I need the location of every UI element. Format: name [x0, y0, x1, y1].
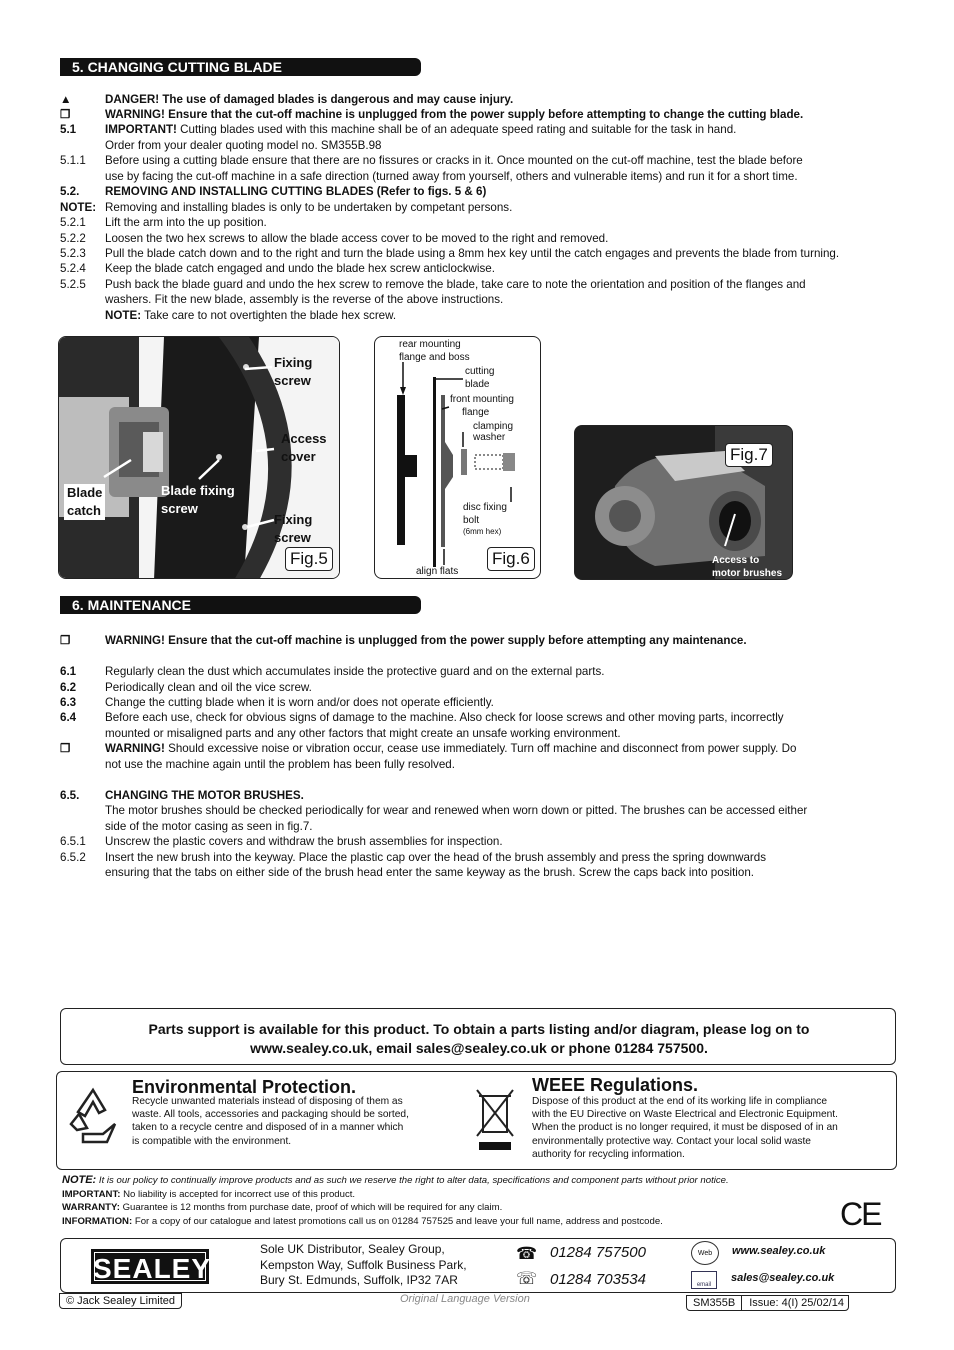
line-text: [105, 261, 905, 277]
line-text: [105, 184, 905, 200]
line-number: 5.1: [60, 123, 77, 136]
fig5-fixing-screw-bottom-label: Fixing screw: [274, 512, 313, 545]
line-number: 5.1.1: [60, 154, 86, 167]
line-plain-text: Lift the arm into the up position.: [105, 216, 267, 229]
line-text: [105, 834, 905, 850]
fig7-caption: Access to motor brushes: [712, 555, 783, 579]
line-bold-text: REMOVING AND INSTALLING CUTTING BLADES (Refer to figs. 5 & 6): [105, 185, 487, 198]
line-plain-text: The motor brushes should be checked periodically for wear and renewed when worn down or pitted. The brushes can be accessed either: [105, 804, 808, 817]
line-number: ❐: [60, 634, 71, 647]
line-text: [105, 850, 905, 866]
line-number: 5.2.: [60, 185, 80, 198]
weee-bin-icon: [475, 1086, 515, 1152]
line-text: [105, 169, 905, 185]
fig6-clamping-washer-label: clamping washer: [473, 421, 514, 443]
policy-note: NOTE: It is our policy to continually improve products and as such we reserve the right to alter data, specifications and component parts without prior notice.: [62, 1174, 729, 1186]
line-number: 6.2: [60, 681, 77, 694]
section-6-heading: 6. MAINTENANCE: [60, 596, 421, 614]
fig6-align-flats-label: align flats: [416, 566, 459, 577]
language-version: Original Language Version: [400, 1293, 530, 1305]
fig6-rear-flange-label: rear mounting flange and boss: [399, 339, 470, 363]
line-text: [105, 695, 905, 711]
information-note: INFORMATION: For a copy of our catalogue and latest promotions call us on 01284 757525 and leave your full name, address and postcode.: [62, 1215, 663, 1227]
line-plain-text: Removing and installing blades is only to be undertaken by competant persons.: [105, 201, 513, 214]
fig5-blade-catch-label: Blade catch: [64, 484, 105, 520]
line-plain-text: Unscrew the plastic covers and withdraw the brush assemblies for inspection.: [105, 835, 503, 848]
line-number: 6.3: [60, 696, 77, 709]
line-plain-text: not use the machine again until the problem has been fully resolved.: [105, 758, 455, 771]
line-text: [105, 215, 905, 231]
fig5-access-cover-label: Access cover: [281, 431, 327, 464]
line-number: ▲: [60, 93, 72, 106]
fax-number: 01284 703534: [550, 1271, 646, 1288]
fax-icon: ☏: [516, 1269, 538, 1288]
line-number: 5.2.4: [60, 262, 86, 275]
line-plain-text: Periodically clean and oil the vice screw.: [105, 681, 312, 694]
line-bold-text: WARNING! Ensure that the cut-off machine is unplugged from the power supply before attempting to change the cutting blade.: [105, 108, 804, 121]
line-text: [105, 757, 905, 773]
line-number: 6.5.: [60, 789, 80, 802]
copyright: © Jack Sealey Limited: [59, 1293, 182, 1309]
email-icon: email: [691, 1271, 717, 1289]
fig6-label: Fig.6: [487, 547, 535, 571]
line-plain-text: Push back the blade guard and undo the hex screw to remove the blade, take care to note the orientation and position of the flanges and: [105, 278, 806, 291]
line-text: [105, 710, 905, 726]
figure-6: [374, 336, 541, 579]
line-number: 6.4: [60, 711, 77, 724]
line-text: [105, 819, 905, 835]
line-text: [105, 292, 905, 308]
line-number: ❐: [60, 108, 71, 121]
distributor-address: Sole UK Distributor, Sealey Group, Kempston Way, Suffolk Business Park, Bury St. Edmunds, Suffolk, IP32 7AR: [260, 1242, 467, 1287]
line-plain-text: washers. Fit the new blade, assembly is the reverse of the above instructions.: [105, 293, 504, 306]
line-text: [105, 788, 905, 804]
line-plain-text: Insert the new brush into the keyway. Place the plastic cap over the head of the brush assembly and press the spring downwards: [105, 851, 766, 864]
line-plain-text: Regularly clean the dust which accumulates inside the protective guard and on the external parts.: [105, 665, 605, 678]
line-text: [105, 741, 905, 757]
fig6-disc-bolt-label: disc fixing bolt (6mm hex): [463, 502, 507, 536]
line-number: 5.2.5: [60, 278, 86, 291]
line-plain-text: mounted or misaligned parts and any other factors that might create an unsafe working environment.: [105, 727, 621, 740]
line-bold-text: WARNING! Ensure that the cut-off machine is unplugged from the power supply before attempting any maintenance.: [105, 634, 747, 647]
fig5-label: Fig.5: [285, 547, 333, 571]
line-plain-text: Pull the blade catch down and to the right and turn the blade using a 8mm hex key until the catch engages and prevents the blade from turning.: [105, 247, 840, 260]
fig6-cutting-blade-label: cutting blade: [465, 366, 495, 390]
line-number: ❐: [60, 742, 71, 755]
line-text: [105, 308, 905, 324]
line-plain-text: ensuring that the tabs on either side of the brush head enter the same keyway as the brush. Screw the caps back into position.: [105, 866, 754, 879]
line-number: 5.2.2: [60, 232, 86, 245]
line-plain-text: Order from your dealer quoting model no. SM355B.98: [105, 139, 382, 152]
important-note: IMPORTANT: No liability is accepted for incorrect use of this product.: [62, 1188, 356, 1200]
parts-support-text: Parts support is available for this product. To obtain a parts listing and/or diagram, please log on to www.sealey.co.uk, email sales@sealey.co.uk or phone 01284 757500.: [148, 1021, 810, 1056]
line-bold-text: IMPORTANT!: [105, 123, 177, 136]
line-text: [105, 138, 905, 154]
weee-text: Dispose of this product at the end of its working life in compliance with the EU Directive on Waste Electrical and Electronic Equipment. When the product is no longer required, it must be disposed of in an environmentally protective way. Contact your local solid waste authority for recycling information.: [532, 1096, 838, 1160]
footer-notes: [62, 1174, 892, 1228]
line-bold-text: CHANGING THE MOTOR BRUSHES.: [105, 789, 304, 802]
line-number: NOTE:: [60, 201, 97, 214]
line-plain-text: Before each use, check for obvious signs of damage to the machine. Also check for loose screws and other moving parts, incorrectly: [105, 711, 784, 724]
issue-box: [686, 1295, 849, 1311]
fig6-diagram: [375, 337, 541, 579]
line-text: [105, 231, 905, 247]
email-link[interactable]: sales@sealey.co.uk: [731, 1272, 835, 1284]
line-bold-text: NOTE:: [105, 309, 142, 322]
sealey-logo: SEALEY: [91, 1249, 209, 1284]
figure-7: [574, 425, 793, 580]
model-number: SM355B: [687, 1296, 742, 1310]
line-plain-text: use by facing the cut-off machine in a safe direction (turned away from yourself, others and vulnerable items) and run it for a short time.: [105, 170, 798, 183]
recycle-icon: [63, 1084, 123, 1146]
environment-title: Environmental Protection.: [132, 1077, 357, 1097]
line-bold-text: DANGER! The use of damaged blades is dangerous and may cause injury.: [105, 93, 514, 106]
line-text: [105, 865, 905, 881]
line-text: [105, 153, 905, 169]
fig5-fixing-screw-top-label: Fixing screw: [274, 355, 313, 388]
phone-icon: ☎: [516, 1244, 538, 1263]
fig6-front-flange-label: front mounting flange: [450, 394, 514, 418]
website-link[interactable]: www.sealey.co.uk: [732, 1245, 826, 1257]
line-number: 5.2.3: [60, 247, 86, 260]
line-text: [105, 200, 905, 216]
line-plain-text: Before using a cutting blade ensure that there are no fissures or cracks in it. Once mounted on the cut-off machine, test the blade before: [105, 154, 803, 167]
line-text: [105, 726, 905, 742]
web-icon: Web: [691, 1241, 719, 1265]
line-text: [105, 664, 905, 680]
issue-date: Issue: 4(I) 25/02/14: [749, 1297, 844, 1309]
line-text: [105, 246, 905, 262]
parts-support-box: [60, 1008, 896, 1065]
line-text: [105, 107, 905, 123]
line-text: [105, 633, 905, 649]
weee-title: WEEE Regulations.: [532, 1075, 699, 1095]
line-text: [105, 277, 905, 293]
warranty-note: WARRANTY: Guarantee is 12 months from purchase date, proof of which will be required for any claim.: [62, 1202, 503, 1213]
line-plain-text: Keep the blade catch engaged and undo the blade hex screw anticlockwise.: [105, 262, 495, 275]
line-plain-text: side of the motor casing as seen in fig.7.: [105, 820, 313, 833]
phone-number: 01284 757500: [550, 1244, 646, 1261]
line-number: 5.2.1: [60, 216, 86, 229]
line-number: 6.5.2: [60, 851, 86, 864]
line-plain-text: Should excessive noise or vibration occur, cease use immediately. Turn off machine and disconnect from power supply. Do: [164, 742, 797, 755]
line-plain-text: Take care to not overtighten the blade hex screw.: [141, 309, 397, 322]
ce-mark: CE: [840, 1196, 881, 1232]
line-plain-text: Loosen the two hex screws to allow the blade access cover to be moved to the right and removed.: [105, 232, 609, 245]
line-text: [105, 122, 905, 138]
fig7-label: Fig.7: [725, 443, 773, 467]
line-number: 6.1: [60, 665, 77, 678]
environment-text: Recycle unwanted materials instead of disposing of them as waste. All tools, accessories and packaging should be sorted, taken to a recycle centre and disposed of in a manner which is compatible with the environment.: [132, 1096, 409, 1147]
line-plain-text: Change the cutting blade when it is worn and/or does not operate efficiently.: [105, 696, 494, 709]
environment-weee-box: [56, 1071, 897, 1170]
contact-bar: [60, 1238, 896, 1293]
section-5-heading: 5. CHANGING CUTTING BLADE: [60, 58, 421, 76]
fig5-blade-fixing-screw-label: Blade fixing screw: [161, 483, 235, 516]
line-text: [105, 803, 905, 819]
line-text: [105, 92, 905, 108]
figure-5: [58, 336, 340, 579]
line-text: [105, 680, 905, 696]
line-plain-text: Cutting blades used with this machine shall be of an adequate speed rating and suitable for the task in hand.: [176, 123, 737, 136]
line-number: 6.5.1: [60, 835, 86, 848]
line-bold-text: WARNING!: [105, 742, 165, 755]
